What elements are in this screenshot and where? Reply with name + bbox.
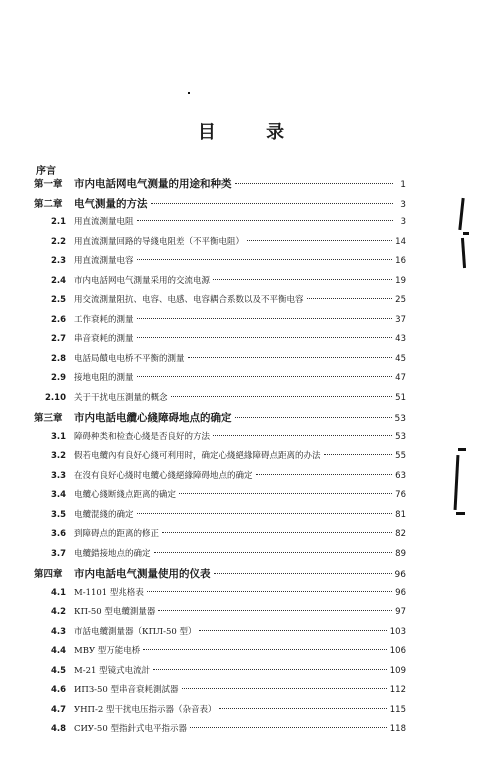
toc-section-row[interactable] [34, 254, 406, 270]
toc-page-number: 3 [400, 217, 406, 227]
toc-title: MBУ 型万能电桥 [74, 646, 141, 656]
toc-number: 4.6 [50, 685, 66, 695]
toc-title: СИУ-50 型指針式电平指示器 [74, 724, 187, 734]
toc-title: 市内电話电气测量使用的仪表 [74, 568, 211, 580]
toc-section-row[interactable] [34, 527, 406, 543]
toc-chapter-row[interactable] [34, 196, 406, 212]
dot-leader [213, 435, 392, 436]
toc-section-row[interactable] [34, 235, 406, 251]
dot-leader [182, 688, 387, 689]
toc-title: 用直流測量回路的导綫电阻差（不平衡电阻） [74, 236, 245, 247]
toc-page-number: 51 [395, 392, 406, 403]
toc-number: 2.7 [50, 334, 66, 344]
toc-page-number: 14 [395, 236, 406, 247]
toc-section-row[interactable] [34, 469, 406, 485]
toc-number: 2.10 [45, 392, 66, 403]
toc-number: 4.2 [50, 607, 66, 617]
toc-number: 2.2 [50, 236, 66, 247]
toc-number: 4.1 [50, 587, 66, 598]
toc-page-number: 97 [395, 607, 406, 617]
dot-leader [235, 183, 394, 184]
toc-section-row[interactable] [34, 488, 406, 504]
toc-section-row[interactable] [34, 664, 406, 680]
dot-leader [214, 573, 392, 574]
toc-number: 3.7 [50, 548, 66, 559]
dot-leader [247, 240, 392, 241]
toc-number: 4.4 [50, 646, 66, 656]
toc-page-number: 43 [395, 334, 406, 344]
toc-page-number: 118 [389, 724, 406, 734]
toc-number: 第四章 [34, 569, 63, 580]
toc-section-row[interactable] [34, 644, 406, 660]
toc-number: 4.7 [50, 704, 66, 715]
toc-title: УНП-2 型干扰电压指示器（杂音表） [74, 704, 217, 715]
toc-title: 用直流測量电容 [74, 256, 134, 266]
preface-entry[interactable]: 序言 [36, 166, 56, 177]
toc-page-number: 53 [394, 414, 406, 424]
scan-mark [463, 232, 469, 235]
dot-leader [324, 454, 393, 455]
toc-page-number: 96 [395, 587, 406, 598]
toc-number: 3.4 [50, 490, 66, 500]
toc-title: 市内电話网电气測量采用的交流电源 [74, 275, 211, 286]
toc-section-row[interactable] [34, 430, 406, 446]
toc-title: 在沒有良好心綫时电纜心綫絕緣障碍地点的确定 [74, 470, 253, 481]
dot-leader [137, 259, 393, 260]
toc-section-row[interactable] [34, 352, 406, 368]
toc-number: 2.6 [50, 314, 66, 325]
dot-leader [137, 318, 393, 319]
toc-section-row[interactable] [34, 274, 406, 290]
toc-section-row[interactable] [34, 703, 406, 719]
toc-section-row[interactable] [34, 586, 406, 602]
toc-page-number: 76 [395, 490, 406, 500]
toc-title: 串音衰耗的測量 [74, 334, 134, 344]
toc-title: M-21 型镜式电流計 [74, 665, 151, 676]
toc-title: M-1101 型兆格表 [74, 587, 144, 598]
toc-page-number: 96 [394, 570, 406, 580]
toc-number: 3.6 [50, 529, 66, 539]
dot-leader [307, 298, 393, 299]
toc-number: 4.8 [50, 724, 66, 734]
toc-number: 3.5 [50, 509, 66, 520]
toc-page-number: 45 [395, 353, 406, 364]
toc-title: ИПЗ-50 型串音衰耗測試器 [74, 685, 179, 695]
toc-page-number: 89 [395, 548, 406, 559]
toc-title: 到障碍点的距离的修正 [74, 529, 160, 539]
scan-mark [461, 238, 466, 268]
toc-chapter-row[interactable] [34, 176, 406, 192]
dot-leader [154, 552, 393, 553]
toc-page-number: 81 [395, 509, 406, 520]
dot-leader [213, 279, 392, 280]
toc-title: 用交流測量阻抗、电容、电感、电容耦合系数以及不平衡电容 [74, 295, 304, 305]
toc-title: 工作衰耗的測量 [74, 314, 134, 325]
toc-title: 市内电話电纜心綫障碍地点的确定 [74, 412, 232, 424]
toc-title: 市話电纜測量器（КПЛ-50 型） [74, 626, 197, 637]
dot-leader [137, 513, 393, 514]
scan-mark [456, 512, 465, 515]
toc-section-row[interactable] [34, 508, 406, 524]
scan-mark [454, 455, 460, 510]
toc-title: 电纜錯接地点的确定 [74, 548, 151, 559]
toc-number: 3.1 [50, 431, 66, 442]
toc-page-number: 82 [395, 529, 406, 539]
toc-page-number: 25 [395, 295, 406, 305]
toc-number: 2.8 [50, 353, 66, 364]
toc-number: 3.3 [50, 470, 66, 481]
toc-section-row[interactable] [34, 449, 406, 465]
scan-mark [458, 198, 464, 230]
toc-page-number: 109 [389, 665, 406, 676]
scan-mark [188, 92, 190, 94]
toc-page-number: 55 [395, 451, 406, 461]
toc-title: 电纜心綫断綫点距离的确定 [74, 490, 177, 500]
toc-section-row[interactable] [34, 332, 406, 348]
toc-page-number: 1 [400, 180, 406, 190]
toc-number: 2.4 [50, 275, 66, 286]
toc-page-number: 106 [389, 646, 406, 656]
toc-page-number: 63 [395, 470, 406, 481]
dot-leader [199, 630, 386, 631]
toc-page-number: 47 [395, 373, 406, 383]
toc-title: 接地电阻的測量 [74, 373, 134, 383]
toc-title: 假若电纜內有良好心綫可利用时，确定心綫絕緣障碍点距离的办法 [74, 451, 321, 461]
dot-leader [179, 493, 392, 494]
toc-page-number: 53 [395, 431, 406, 442]
toc-number: 第三章 [34, 413, 63, 424]
toc-number: 第一章 [34, 179, 63, 190]
toc-section-row[interactable] [34, 391, 406, 407]
toc-section-row[interactable] [34, 313, 406, 329]
toc-title: 电話局饋电电桥不平衡的測量 [74, 353, 185, 364]
toc-chapter-row[interactable] [34, 566, 406, 582]
toc-section-row[interactable] [34, 547, 406, 563]
toc-page-number: 3 [400, 199, 406, 210]
toc-section-row[interactable] [34, 371, 406, 387]
dot-leader [162, 532, 392, 533]
toc-page-number: 37 [395, 314, 406, 325]
dot-leader [153, 669, 387, 670]
toc-title: КП-50 型电纜測量器 [74, 607, 156, 617]
toc-title: 电纜混綫的确定 [74, 509, 134, 520]
dot-leader [137, 220, 393, 221]
toc-title: 市内电話网电气测量的用途和种类 [74, 178, 232, 190]
dot-leader [143, 649, 386, 650]
toc-title: 用直流测量电阻 [74, 217, 134, 227]
toc-page-number: 112 [389, 685, 406, 695]
dot-leader [137, 337, 393, 338]
toc-title: 关于干扰电压測量的概念 [74, 392, 168, 403]
toc-chapter-row[interactable] [34, 410, 406, 426]
toc-number: 3.2 [50, 451, 66, 461]
toc-number: 第二章 [34, 198, 63, 210]
dot-leader [151, 203, 394, 204]
toc-section-row[interactable] [34, 293, 406, 309]
toc-title: 障碍种类和检查心綫是否良好的方法 [74, 431, 211, 442]
toc-section-row[interactable] [34, 722, 406, 738]
toc-section-row[interactable] [34, 625, 406, 641]
toc-number: 2.9 [50, 373, 66, 383]
dot-leader [171, 396, 393, 397]
page-title: 目 录 [197, 122, 307, 143]
dot-leader [256, 474, 393, 475]
dot-leader [158, 610, 392, 611]
toc-section-row[interactable] [34, 683, 406, 699]
toc-number: 4.5 [50, 665, 66, 676]
dot-leader [219, 708, 386, 709]
dot-leader [188, 357, 393, 358]
toc-section-row[interactable] [34, 605, 406, 621]
dot-leader [147, 591, 392, 592]
toc-page-number: 115 [389, 704, 406, 715]
toc-number: 2.3 [50, 256, 66, 266]
toc-page-number: 16 [395, 256, 406, 266]
dot-leader [235, 417, 392, 418]
toc-number: 4.3 [50, 626, 66, 637]
toc-number: 2.5 [50, 295, 66, 305]
toc-section-row[interactable] [34, 215, 406, 231]
toc-page-number: 19 [395, 275, 406, 286]
dot-leader [190, 727, 387, 728]
toc-number: 2.1 [50, 217, 66, 227]
toc-title: 电气测量的方法 [74, 197, 148, 210]
dot-leader [137, 376, 393, 377]
scan-mark [458, 448, 466, 451]
toc-page-number: 103 [389, 626, 406, 637]
